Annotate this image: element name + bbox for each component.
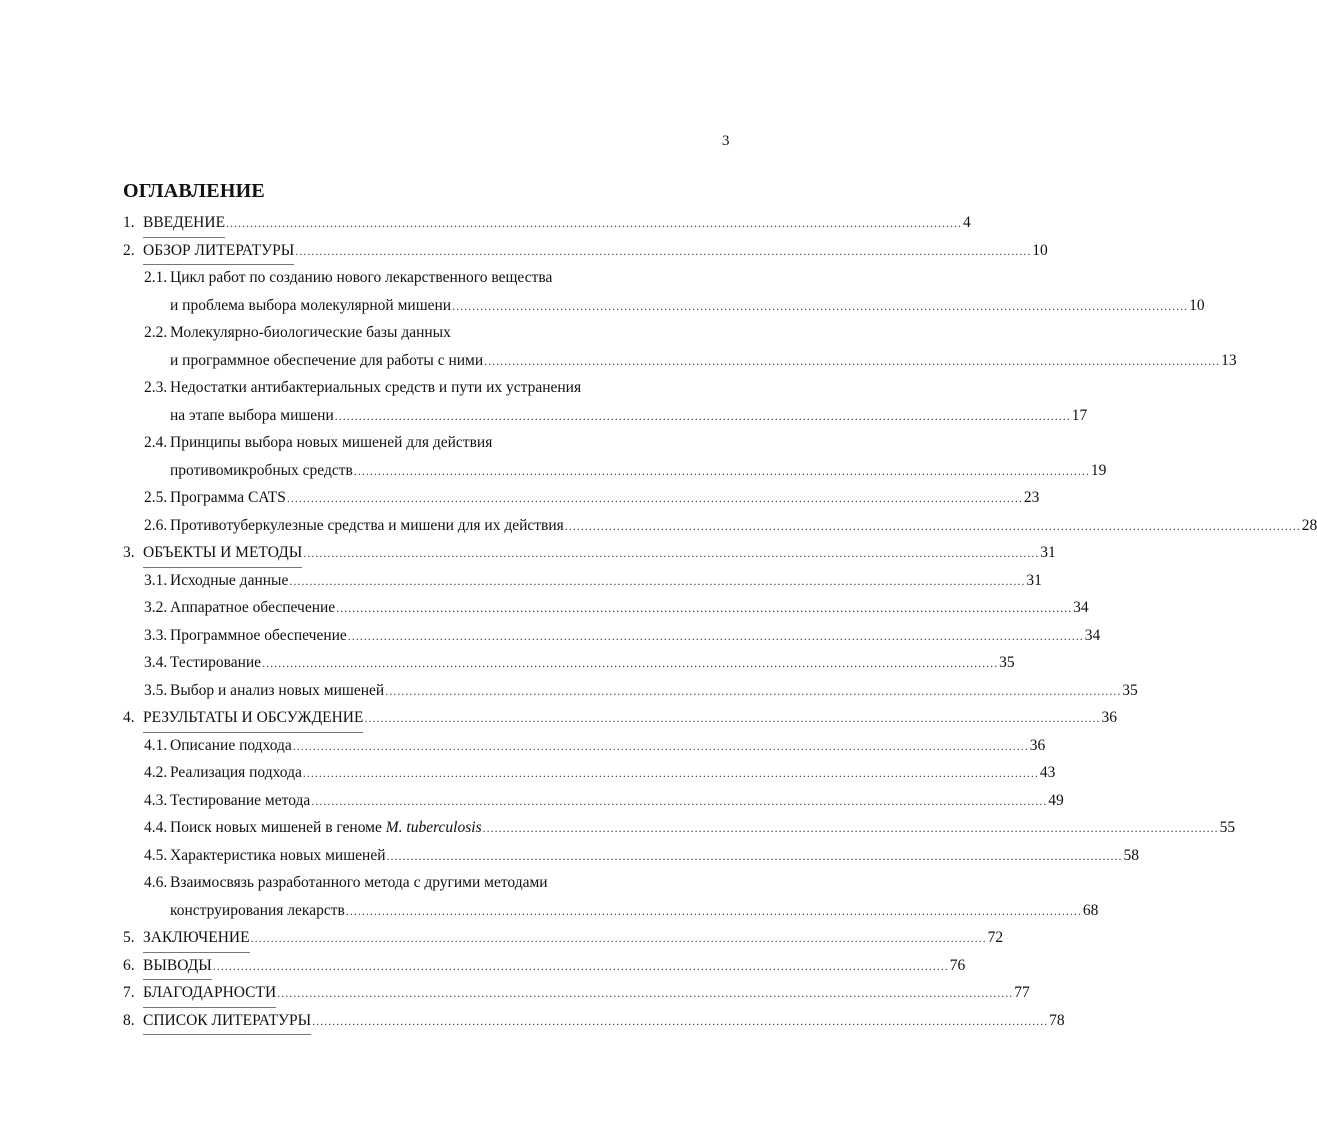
toc-entry-title-text: Молекулярно-биологические базы данных (170, 324, 451, 341)
toc-entry-title-text: ВЫВОДЫ (143, 956, 212, 974)
toc-entry[interactable] (0, 622, 1101, 650)
dot-leader: ........................................................................................................................................................................................ (364, 711, 1101, 725)
toc-entry-number: 4.3. (144, 791, 168, 809)
dot-leader: ........................................................................................................................................................................................ (345, 903, 1082, 918)
toc-line (0, 539, 1056, 567)
toc-line (0, 429, 793, 457)
toc-entry-page: 19 (1090, 461, 1107, 479)
toc-line (0, 787, 1064, 815)
toc-line (0, 1007, 1065, 1035)
toc-entry-title (170, 677, 384, 705)
toc-entry[interactable] (0, 512, 1317, 540)
toc-entry-title-text: Характеристика новых мишеней (170, 846, 386, 864)
toc-entry-title (143, 704, 363, 733)
toc-entry-title-continuation: конструирования лекарств (170, 901, 345, 919)
toc-entry[interactable] (0, 649, 1015, 677)
toc-entry-number: 2.6. (144, 516, 168, 534)
toc-entry-title (143, 1007, 311, 1036)
toc-line (0, 319, 793, 347)
table-of-contents (0, 209, 1317, 1034)
toc-entry-title (143, 952, 212, 981)
toc-line-continuation (0, 292, 1205, 320)
toc-entry-number: 4. (123, 709, 135, 726)
toc-line (0, 237, 1048, 265)
toc-entry-title (170, 374, 581, 402)
toc-entry-title (143, 209, 225, 238)
toc-entry[interactable] (0, 319, 1237, 374)
toc-entry-page: 34 (1073, 599, 1089, 616)
toc-entry-page: 49 (1048, 791, 1064, 809)
toc-entry-title (170, 429, 492, 457)
toc-entry-title (170, 649, 261, 677)
toc-entry-title-text: Противотуберкулезные средства и мишени для их действия (170, 516, 564, 534)
toc-line (0, 704, 1117, 732)
toc-line (0, 594, 1089, 622)
dot-leader: ........................................................................................................................................................................................ (277, 986, 1014, 1000)
toc-entry[interactable] (0, 594, 1089, 622)
toc-entry[interactable] (0, 677, 1138, 705)
toc-entry-page: 72 (987, 929, 1004, 946)
toc-entry-number: 4.4. (144, 819, 168, 836)
toc-entry-title (170, 567, 288, 595)
toc-entry-title-continuation: и программное обеспечение для работы с ними (170, 351, 484, 369)
toc-entry-title (170, 869, 548, 897)
toc-line (0, 484, 1040, 512)
toc-entry-title (170, 814, 482, 842)
toc-line (0, 814, 1236, 842)
toc-entry-title (170, 319, 451, 347)
toc-entry-title-text: Поиск новых мишеней в геноме (170, 819, 386, 836)
toc-entry-number: 6. (123, 956, 135, 974)
toc-line (0, 979, 1030, 1007)
toc-entry[interactable] (0, 429, 1107, 484)
toc-entry-title-text: Программа CATS (170, 489, 286, 506)
toc-line (0, 952, 966, 980)
toc-line (0, 732, 1046, 760)
toc-entry-title-text: Принципы выбора новых мишеней для действия (170, 434, 493, 451)
toc-entry-page: 4 (963, 214, 971, 231)
toc-entry-page: 10 (1189, 296, 1205, 314)
toc-entry-page: 35 (999, 654, 1015, 671)
toc-entry[interactable] (0, 869, 1099, 924)
toc-entry-title-italic: M. tuberculosis (385, 819, 482, 836)
dot-leader: ........................................................................................................................................................................................ (312, 1013, 1049, 1028)
toc-entry-page: 68 (1082, 901, 1099, 919)
toc-entry-number: 2. (123, 241, 135, 259)
toc-entry-title-text: Описание подхода (170, 736, 292, 754)
toc-entry-page: 10 (1032, 241, 1048, 259)
toc-entry-number: 7. (123, 984, 135, 1001)
toc-entry[interactable] (0, 264, 1205, 319)
toc-entry-number: 3.2. (144, 599, 168, 616)
toc-entry-title-continuation: на этапе выбора мишени (170, 406, 334, 424)
toc-entry-title-text: ЗАКЛЮЧЕНИЕ (143, 929, 250, 946)
toc-entry-number: 8. (123, 1011, 135, 1029)
toc-entry-number: 4.1. (144, 736, 168, 754)
toc-entry-title (170, 622, 347, 650)
dot-leader: ........................................................................................................................................................................................ (212, 958, 949, 973)
toc-entry[interactable] (0, 539, 1056, 567)
dot-leader: ........................................................................................................................................................................................ (452, 298, 1189, 313)
toc-entry-title-text: РЕЗУЛЬТАТЫ И ОБСУЖДЕНИЕ (143, 709, 364, 726)
toc-line (0, 567, 1042, 595)
toc-entry-title-continuation: противомикробных средств (170, 461, 353, 479)
toc-entry-title-text: ОБЪЕКТЫ И МЕТОДЫ (143, 544, 303, 561)
toc-line (0, 677, 1138, 705)
toc-entry-number: 5. (123, 929, 135, 946)
toc-entry-title-text: БЛАГОДАРНОСТИ (143, 984, 277, 1001)
toc-line-continuation (0, 347, 1237, 375)
toc-entry-number: 2.4. (144, 434, 168, 451)
page-title: ОГЛАВЛЕНИЕ (123, 180, 265, 202)
dot-leader: ........................................................................................................................................................................................ (302, 766, 1039, 780)
dot-leader: ........................................................................................................................................................................................ (311, 793, 1048, 808)
toc-entry[interactable] (0, 237, 1048, 265)
toc-entry-page: 55 (1219, 819, 1236, 836)
toc-entry-page: 36 (1029, 736, 1046, 754)
toc-entry-title (170, 787, 310, 815)
toc-line (0, 842, 1140, 870)
toc-entry-title-text: Программное обеспечение (170, 626, 347, 644)
toc-entry-title-text: Исходные данные (170, 571, 289, 589)
dot-leader: ........................................................................................................................................................................................ (347, 628, 1084, 643)
toc-entry-title (170, 484, 286, 512)
toc-entry-number: 3.5. (144, 681, 168, 699)
toc-entry-number: 2.5. (144, 489, 168, 506)
dot-leader: ........................................................................................................................................................................................ (286, 491, 1023, 505)
dot-leader: ........................................................................................................................................................................................ (385, 683, 1122, 698)
toc-entry-title-text: Тестирование (170, 654, 262, 671)
toc-entry-page: 28 (1301, 516, 1317, 534)
dot-leader: ........................................................................................................................................................................................ (334, 408, 1071, 423)
toc-entry-number: 3.4. (144, 654, 168, 671)
dot-leader: ........................................................................................................................................................................................ (295, 243, 1032, 258)
toc-entry-title (170, 732, 292, 760)
toc-entry-page: 58 (1123, 846, 1140, 864)
toc-entry-title-text: Реализация подхода (170, 764, 302, 781)
toc-entry-number: 4.2. (144, 764, 168, 781)
toc-entry[interactable] (0, 787, 1064, 815)
dot-leader: ........................................................................................................................................................................................ (482, 821, 1219, 835)
toc-entry-title (170, 264, 552, 292)
toc-line (0, 869, 793, 897)
toc-line (0, 512, 1317, 540)
toc-entry-title (143, 979, 276, 1008)
toc-entry[interactable] (0, 952, 966, 980)
toc-entry[interactable] (0, 814, 1236, 842)
toc-entry-page: 77 (1014, 984, 1030, 1001)
toc-line (0, 924, 1004, 952)
toc-line (0, 649, 1015, 677)
toc-entry-title (143, 539, 302, 568)
toc-entry[interactable] (0, 484, 1040, 512)
toc-entry-page: 36 (1101, 709, 1117, 726)
toc-entry-title-text: Недостатки антибактериальных средств и пути их устранения (170, 379, 582, 396)
toc-line (0, 209, 971, 237)
toc-entry[interactable] (0, 374, 1088, 429)
toc-entry-title-text: СПИСОК ЛИТЕРАТУРЫ (143, 1011, 312, 1029)
toc-entry-title-text: ОБЗОР ЛИТЕРАТУРЫ (143, 241, 295, 259)
toc-line-continuation (0, 897, 1099, 925)
toc-entry[interactable] (0, 209, 971, 237)
toc-entry-title (170, 594, 335, 622)
toc-entry-number: 3.1. (144, 571, 168, 589)
toc-entry-title (170, 759, 302, 787)
toc-entry[interactable] (0, 704, 1117, 732)
toc-entry-title (170, 842, 386, 870)
toc-entry-title (170, 512, 564, 540)
dot-leader: ........................................................................................................................................................................................ (226, 216, 963, 230)
toc-line (0, 759, 1056, 787)
toc-entry-number: 4.5. (144, 846, 168, 864)
toc-entry-number: 2.1. (144, 269, 168, 286)
toc-entry[interactable] (0, 924, 1004, 952)
dot-leader: ........................................................................................................................................................................................ (250, 931, 987, 945)
toc-entry-number: 1. (123, 214, 135, 231)
toc-entry-number: 2.2. (144, 324, 168, 341)
dot-leader: ........................................................................................................................................................................................ (289, 573, 1026, 588)
toc-entry-title-continuation: и проблема выбора молекулярной мишени (170, 296, 452, 314)
toc-entry[interactable] (0, 979, 1030, 1007)
toc-entry-title-text: Выбор и анализ новых мишеней (170, 681, 385, 699)
toc-entry[interactable] (0, 759, 1056, 787)
toc-entry-page: 13 (1221, 351, 1237, 369)
toc-entry-title-text: Взаимосвязь разработанного метода с другими методами (170, 874, 548, 891)
dot-leader: ........................................................................................................................................................................................ (386, 848, 1123, 863)
toc-entry[interactable] (0, 1007, 1065, 1035)
dot-leader: ........................................................................................................................................................................................ (484, 353, 1221, 368)
dot-leader: ........................................................................................................................................................................................ (336, 601, 1073, 615)
page-number: 3 (722, 133, 730, 149)
toc-entry-page: 76 (949, 956, 966, 974)
toc-entry-number: 2.3. (144, 379, 168, 396)
toc-entry-page: 78 (1049, 1011, 1065, 1029)
dot-leader: ........................................................................................................................................................................................ (353, 463, 1090, 478)
dot-leader: ........................................................................................................................................................................................ (564, 518, 1301, 533)
toc-entry-page: 35 (1122, 681, 1138, 699)
toc-entry-title-text: Цикл работ по созданию нового лекарственного вещества (170, 269, 553, 286)
dot-leader: ........................................................................................................................................................................................ (303, 546, 1040, 560)
toc-line-continuation (0, 457, 1107, 485)
toc-entry-number: 3. (123, 544, 135, 561)
toc-entry[interactable] (0, 842, 1140, 870)
toc-entry-page: 31 (1026, 571, 1042, 589)
toc-entry-page: 31 (1040, 544, 1056, 561)
toc-line-continuation (0, 402, 1088, 430)
toc-entry-page: 34 (1084, 626, 1101, 644)
toc-line (0, 374, 793, 402)
toc-entry-number: 4.6. (144, 874, 168, 891)
toc-entry-title (143, 237, 294, 266)
toc-entry-page: 17 (1071, 406, 1088, 424)
toc-line (0, 622, 1101, 650)
toc-entry-title-text: ВВЕДЕНИЕ (143, 214, 226, 231)
toc-entry-title-text: Аппаратное обеспечение (170, 599, 336, 616)
toc-entry-page: 23 (1023, 489, 1040, 506)
toc-entry-number: 3.3. (144, 626, 168, 644)
dot-leader: ........................................................................................................................................................................................ (292, 738, 1029, 753)
toc-entry-page: 43 (1039, 764, 1056, 781)
toc-entry[interactable] (0, 567, 1042, 595)
dot-leader: ........................................................................................................................................................................................ (262, 656, 999, 670)
toc-entry-title-text: Тестирование метода (170, 791, 311, 809)
toc-line (0, 264, 793, 292)
toc-entry-title (143, 924, 250, 953)
toc-entry[interactable] (0, 732, 1046, 760)
